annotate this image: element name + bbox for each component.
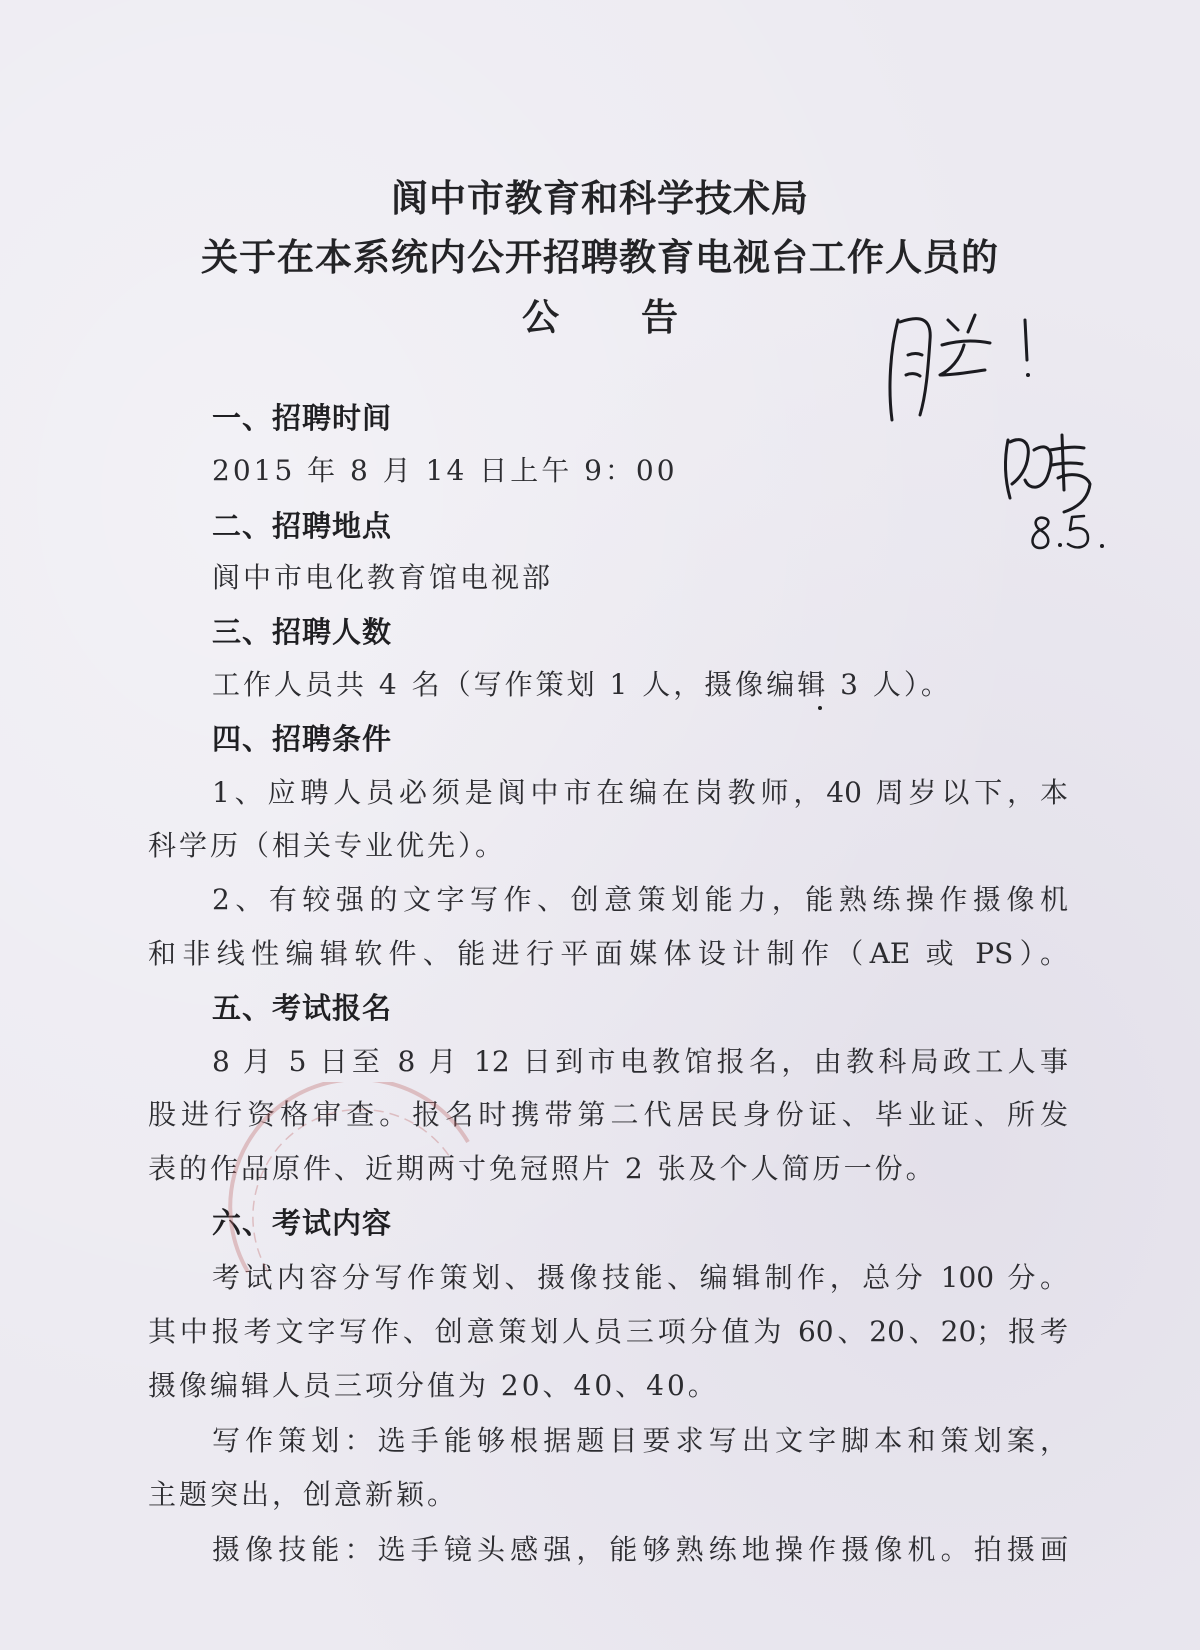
requirement-1-line2: 科学历（相关专业优先）。 (148, 829, 507, 862)
ink-dot (818, 706, 822, 710)
requirement-2-line1: 2、有较强的文字写作、创意策划能力，能熟练操作摄像机 (212, 883, 1068, 916)
document-title-line1: 阆中市教育和科学技术局 (391, 176, 809, 220)
section-text-location: 阆中市电化教育馆电视部 (212, 561, 554, 594)
section-heading-registration: 五、考试报名 (212, 991, 393, 1025)
section-heading-location: 二、招聘地点 (212, 509, 393, 543)
section-heading-headcount: 三、招聘人数 (212, 615, 393, 649)
registration-line3: 表的作品原件、近期两寸免冠照片 2 张及个人简历一份。 (148, 1152, 937, 1185)
section-heading-requirements: 四、招聘条件 (212, 722, 393, 756)
requirement-2-line2: 和非线性编辑软件、能进行平面媒体设计制作（AE 或 PS）。 (148, 937, 1068, 970)
document-title-line2: 关于在本系统内公开招聘教育电视台工作人员的 (201, 235, 999, 279)
section-heading-exam-content: 六、考试内容 (212, 1206, 393, 1240)
requirement-1-line1: 1、应聘人员必须是阆中市在编在岗教师，40 周岁以下，本 (212, 776, 1068, 809)
section-heading-time: 一、招聘时间 (212, 401, 393, 435)
exam-content-line2: 其中报考文字写作、创意策划人员三项分值为 60、20、20；报考 (148, 1315, 1068, 1348)
registration-line2: 股进行资格审查。报名时携带第二代居民身份证、毕业证、所发 (148, 1098, 1068, 1131)
exam-content-line1: 考试内容分写作策划、摄像技能、编辑制作，总分 100 分。 (212, 1261, 1068, 1294)
exam-content-line6: 摄像技能：选手镜头感强，能够熟练地操作摄像机。拍摄画 (212, 1533, 1068, 1566)
registration-line1: 8 月 5 日至 8 月 12 日到市电教馆报名，由教科局政工人事 (212, 1045, 1068, 1078)
exam-content-line4: 写作策划：选手能够根据题目要求写出文字脚本和策划案， (212, 1424, 1068, 1457)
handwritten-signature (1000, 420, 1170, 580)
exam-content-line3: 摄像编辑人员三项分值为 20、40、40。 (148, 1369, 719, 1402)
exam-content-line5: 主题突出，创意新颖。 (148, 1478, 459, 1511)
section-text-time: 2015 年 8 月 14 日上午 9：00 (212, 454, 678, 487)
document-title-line3: 公告 (522, 295, 760, 339)
section-text-headcount: 工作人员共 4 名（写作策划 1 人，摄像编辑 3 人）。 (212, 668, 952, 701)
official-stamp (228, 1082, 488, 1282)
